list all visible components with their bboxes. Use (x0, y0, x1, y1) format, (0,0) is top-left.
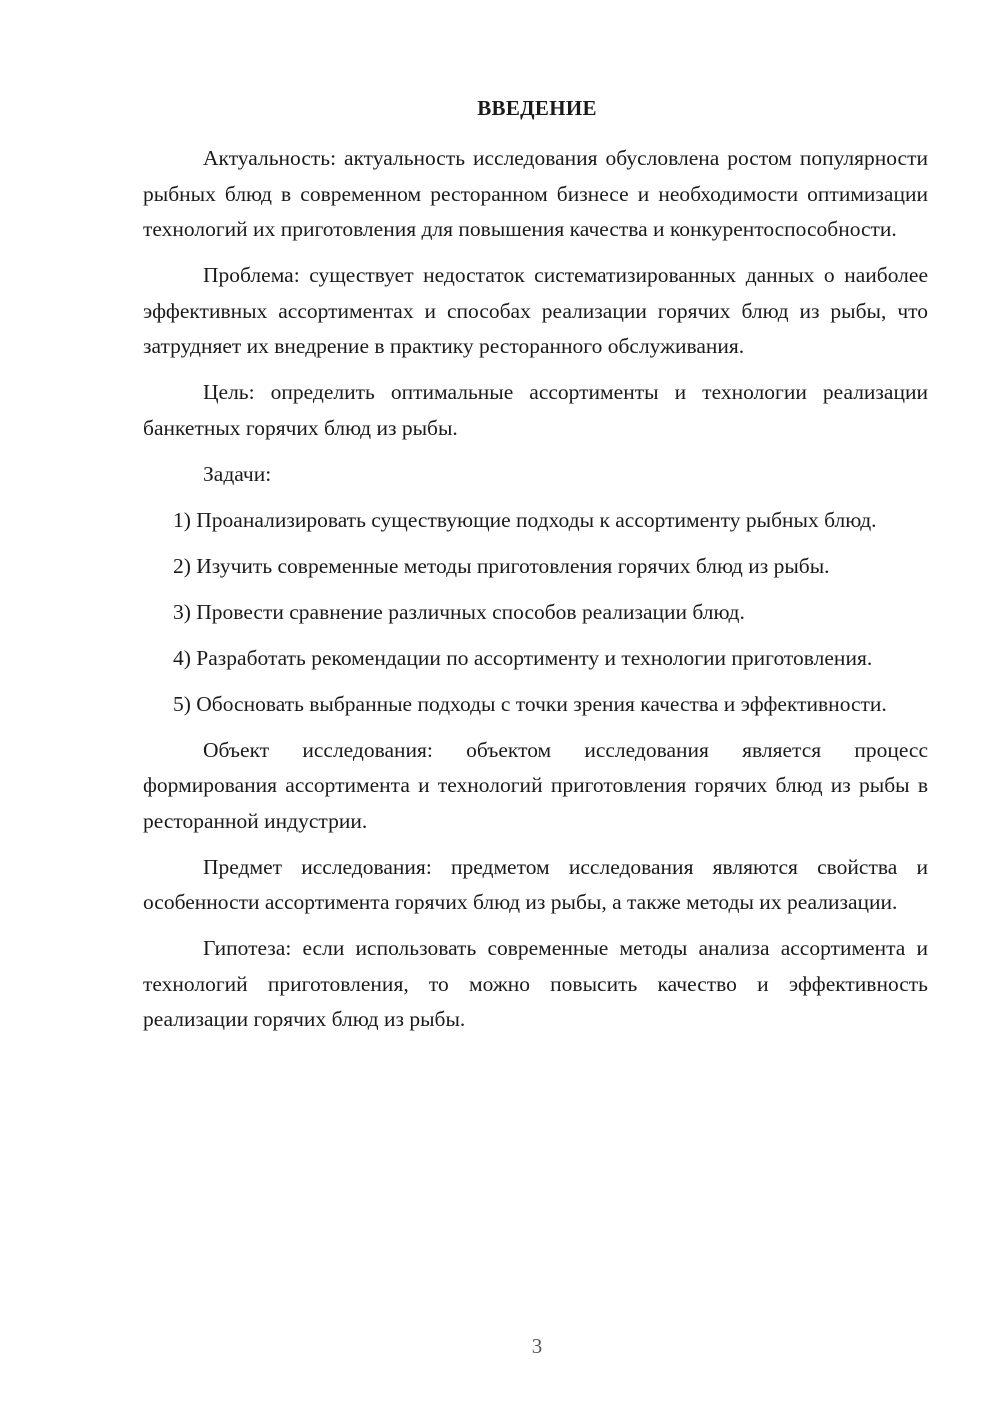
paragraph-object: Объект исследования: объектом исследования является процесс формирования ассортимента и технологий приготовления горячих блюд из рыбы в ресторанной индустрии. (143, 737, 928, 833)
paragraph-relevance: Актуальность: актуальность исследования обусловлена ростом популярности рыбных блюд в современном ресторанном бизнесе и необходимости оптимизации технологий их приготовления для повышения качества и конкурентоспособности. (143, 146, 928, 241)
task-item: 3) Провести сравнение различных способов реализации блюд. (173, 599, 745, 624)
paragraph-hypothesis: Гипотеза: если использовать современные методы анализа ассортимента и технологий приготовления, то можно повысить качество и эффективность реализации горячих блюд из рыбы. (143, 936, 928, 1031)
paragraph-problem: Проблема: существует недостаток систематизированных данных о наиболее эффективных ассортиментах и способах реализации горячих блюд из рыбы, что затрудняет их внедрение в практику ресторанного обслуживания. (143, 263, 928, 358)
section-heading: ВВЕДЕНИЕ (477, 96, 597, 120)
task-item: 2) Изучить современные методы приготовления горячих блюд из рыбы. (173, 553, 830, 578)
paragraph-tasks-label: Задачи: (203, 461, 272, 486)
task-item: 5) Обосновать выбранные подходы с точки зрения качества и эффективности. (173, 691, 887, 716)
task-item: 4) Разработать рекомендации по ассортименту и технологии приготовления. (173, 645, 873, 670)
paragraph-subject: Предмет исследования: предметом исследования являются свойства и особенности ассортимента горячих блюд из рыбы, а также методы их реализации. (143, 854, 928, 914)
paragraph-goal: Цель: определить оптимальные ассортименты и технологии реализации банкетных горячих блюд из рыбы. (143, 380, 928, 440)
task-item: 1) Проанализировать существующие подходы к ассортименту рыбных блюд. (173, 507, 877, 532)
document-body (143, 141, 928, 1048)
page-number: 3 (531, 1334, 543, 1358)
